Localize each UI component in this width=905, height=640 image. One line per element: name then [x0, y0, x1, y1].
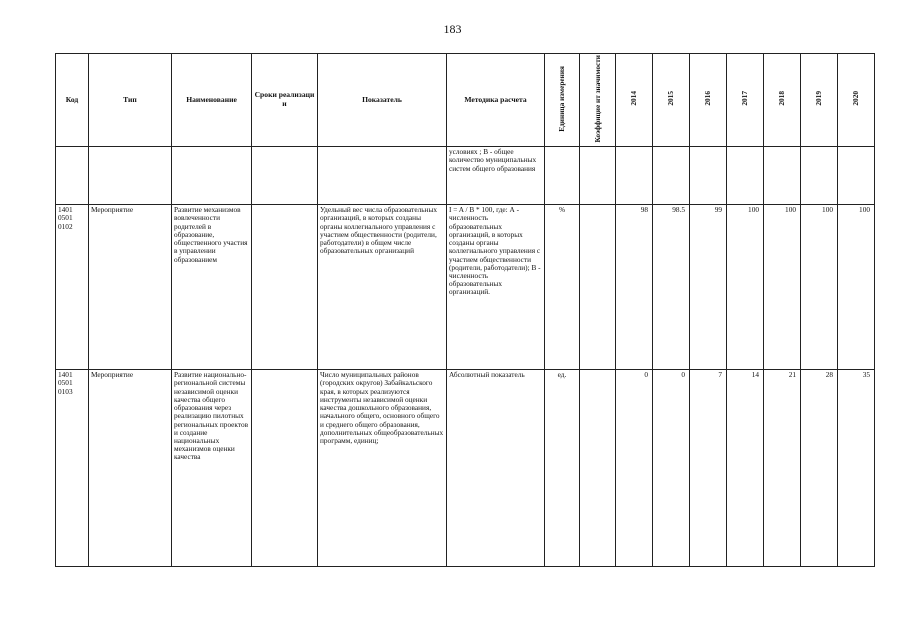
header-year: 2018: [777, 91, 787, 107]
header-year: 2020: [851, 91, 861, 107]
page-number: 183: [443, 22, 462, 36]
cell-value: 100: [764, 205, 801, 370]
cell-value: [727, 147, 764, 205]
cell-indicator: Число муниципальных районов (городских округов) Забайкальского края, в которых реализуются инструменты независимой оценки качества дошкольного образования, начального общего, основного общего и среднего общего образования, дополнительных общеобразовательных программ, единиц;: [318, 370, 447, 567]
cell-type: Мероприятие: [89, 205, 172, 370]
cell-coef: [580, 205, 616, 370]
header-year-cell: [764, 54, 801, 147]
cell-unit: ед.: [545, 370, 580, 567]
header-year: 2014: [629, 91, 639, 107]
cell-terms: [252, 370, 318, 567]
cell-value: 35: [838, 370, 875, 567]
cell-name: [172, 147, 252, 205]
cell-value: 100: [838, 205, 875, 370]
cell-unit: [545, 147, 580, 205]
cell-indicator: [318, 147, 447, 205]
table-row: [56, 147, 875, 205]
cell-value: 0: [653, 370, 690, 567]
cell-value: 98.5: [653, 205, 690, 370]
cell-terms: [252, 205, 318, 370]
cell-value: [690, 147, 727, 205]
header-code: Код: [56, 54, 89, 147]
header-year-cell: [727, 54, 764, 147]
header-unit: Единица измерения: [557, 65, 567, 132]
cell-indicator: Удельный вес числа образовательных организаций, в которых созданы органы коллегиального управления с участием общественности (родители, работодатели) в общем числе образовательных организаций: [318, 205, 447, 370]
header-method: Методика расчета: [447, 54, 545, 147]
cell-value: [653, 147, 690, 205]
cell-value: 21: [764, 370, 801, 567]
header-coef: Коэффицие нт значимости: [592, 55, 602, 143]
header-year: 2019: [814, 91, 824, 107]
cell-coef: [580, 370, 616, 567]
cell-code: 1401 0501 0103: [56, 370, 89, 567]
cell-value: [764, 147, 801, 205]
indicators-table: [55, 53, 875, 567]
header-year-cell: [801, 54, 838, 147]
cell-value: 99: [690, 205, 727, 370]
cell-value: 28: [801, 370, 838, 567]
cell-value: 100: [801, 205, 838, 370]
cell-name: Развитие национально-региональной системы независимой оценки качества общего образования через реализацию пилотных региональных проектов и создание национальных механизмов оценки качества: [172, 370, 252, 567]
header-year-cell: [653, 54, 690, 147]
cell-value: [838, 147, 875, 205]
table-header-row: [56, 54, 875, 147]
header-year-cell: [690, 54, 727, 147]
table-row: [56, 205, 875, 370]
cell-value: 100: [727, 205, 764, 370]
header-terms: Сроки реализаци и: [252, 54, 318, 147]
header-indicator: Показатель: [318, 54, 447, 147]
cell-terms: [252, 147, 318, 205]
cell-code: [56, 147, 89, 205]
cell-value: [801, 147, 838, 205]
cell-value: 14: [727, 370, 764, 567]
cell-type: [89, 147, 172, 205]
cell-value: 98: [616, 205, 653, 370]
header-unit-cell: [545, 54, 580, 147]
header-coef-cell: [580, 54, 616, 147]
header-year: 2016: [703, 91, 713, 107]
cell-method: Абсолютный показатель: [447, 370, 545, 567]
header-type: Тип: [89, 54, 172, 147]
cell-coef: [580, 147, 616, 205]
cell-method: условиях ; В - общее количество муниципальных систем общего образования: [447, 147, 545, 205]
cell-value: 7: [690, 370, 727, 567]
cell-method: I = A / B * 100, где: А - численность образовательных организаций, в которых созданы органы коллегиального управления с участием общественности (родители, работодатели); В - численность образовательных организаций.: [447, 205, 545, 370]
table-row: [56, 370, 875, 567]
cell-name: Развитие механизмов вовлеченности родителей в образование, общественного участия в управлении образованием: [172, 205, 252, 370]
header-year-cell: [616, 54, 653, 147]
cell-type: Мероприятие: [89, 370, 172, 567]
header-year: 2017: [740, 91, 750, 107]
cell-value: 0: [616, 370, 653, 567]
header-year-cell: [838, 54, 875, 147]
cell-value: [616, 147, 653, 205]
header-name: Наименование: [172, 54, 252, 147]
header-year: 2015: [666, 91, 676, 107]
cell-unit: %: [545, 205, 580, 370]
cell-code: 1401 0501 0102: [56, 205, 89, 370]
